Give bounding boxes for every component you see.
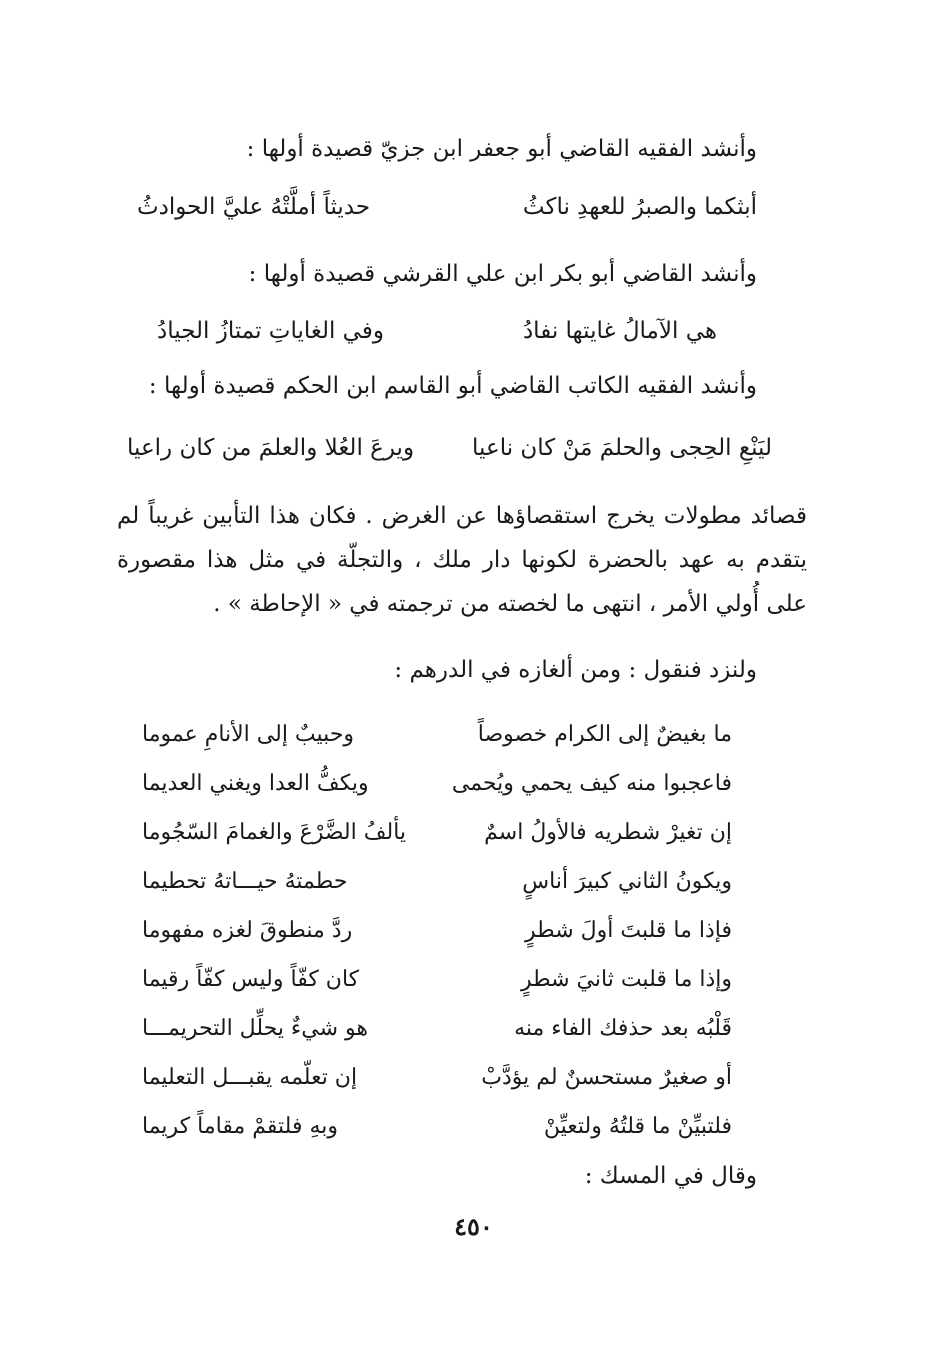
first-hemistich: ما بغيضٌ إلى الكرام خصوصاً — [477, 722, 732, 747]
second-hemistich: هو شيءٌ يحلِّل التحريمـــا — [142, 1016, 369, 1041]
verse-2 — [157, 311, 717, 351]
second-hemistich: إن تعلّمه يقبـــل التعليما — [142, 1065, 358, 1090]
verse-2-first-hemistich: هي الآمالُ غايتها نفادُ — [522, 318, 717, 344]
first-hemistich: وإذا ما قلبت ثانيَ شطرٍ — [520, 967, 732, 992]
intro-line-1: وأنشد الفقيه القاضي أبو جعفر ابن جزيّ قصيدة أولها : — [246, 136, 757, 162]
first-hemistich: ويكونُ الثاني كبيرَ أناسٍ — [522, 869, 732, 894]
first-hemistich: فإذا ما قلبتَ أولَ شطرٍ — [525, 918, 732, 943]
poem-verse — [142, 808, 732, 857]
page-number: ٤٥٠ — [454, 1212, 493, 1241]
second-hemistich: وبهِ فلتقمْ مقاماً كريما — [142, 1114, 338, 1139]
verse-1-second-hemistich: حديثاً أملَّتْهُ عليَّ الحوادثُ — [137, 194, 371, 220]
verse-3-second-hemistich: ويرعَ العُلا والعلمَ من كان راعيا — [127, 435, 415, 461]
second-hemistich: ويكفُّ العدا ويغني العديما — [142, 771, 369, 796]
poem-verse — [142, 1004, 732, 1053]
second-hemistich: حطمتهُ حيـــاتهُ تحطيما — [142, 869, 348, 894]
second-hemistich: يألفُ الضَّرْعَ والغمامَ السّجُوما — [142, 820, 407, 845]
second-hemistich: كان كفّاً وليس كفّاً رقيما — [142, 967, 360, 992]
verse-3 — [127, 428, 772, 468]
riddle-poem — [142, 710, 732, 1151]
verse-2-second-hemistich: وفي الغاياتِ تمتازُ الجيادُ — [157, 318, 384, 344]
first-hemistich: أو صغيرٌ مستحسنٌ لم يؤدَّبْ — [481, 1065, 732, 1090]
poem-verse — [142, 759, 732, 808]
poem-verse — [142, 710, 732, 759]
poem-verse — [142, 955, 732, 1004]
second-hemistich: ردَّ منطوقَ لغزه مفهوما — [142, 918, 353, 943]
poem-verse — [142, 906, 732, 955]
verse-1-first-hemistich: أبثكما والصبرُ للعهدِ ناكثُ — [522, 194, 757, 220]
closing-line: وقال في المسك : — [584, 1163, 757, 1189]
intro-line-3: وأنشد الفقيه الكاتب القاضي أبو القاسم ابن الحكم قصيدة أولها : — [148, 373, 757, 399]
poem-verse — [142, 857, 732, 906]
first-hemistich: قَلْبُه بعد حذفك الفاء منه — [514, 1016, 732, 1041]
first-hemistich: فاعجبوا منه كيف يحمي ويُحمى — [451, 771, 732, 796]
verse-1 — [137, 187, 757, 227]
riddle-intro: ولنزد فنقول : ومن ألغازه في الدرهم : — [394, 657, 757, 683]
first-hemistich: إن تغيرْ شطريه فالأولُ اسمٌ — [484, 820, 732, 845]
intro-line-2: وأنشد القاضي أبو بكر ابن علي القرشي قصيدة أولها : — [248, 261, 757, 287]
second-hemistich: وحبيبٌ إلى الأنامِ عموما — [142, 722, 355, 747]
poem-verse — [142, 1053, 732, 1102]
verse-3-first-hemistich: ليَنْعِ الحِجى والحلمَ مَنْ كان ناعيا — [472, 435, 772, 461]
prose-paragraph: قصائد مطولات يخرج استقصاؤها عن الغرض . فكان هذا التأبين غريباً لم يتقدم به عهد بالحضرة لكونها دار ملك ، والتجلّة في مثل هذا مقصورة على أُولي الأمر ، انتهى ما لخصته من ترجمته في « الإحاطة » . — [117, 503, 807, 617]
poem-verse — [142, 1102, 732, 1151]
first-hemistich: فلتبيِّنْ ما قلتُهُ ولتعيِّنْ — [543, 1114, 732, 1139]
